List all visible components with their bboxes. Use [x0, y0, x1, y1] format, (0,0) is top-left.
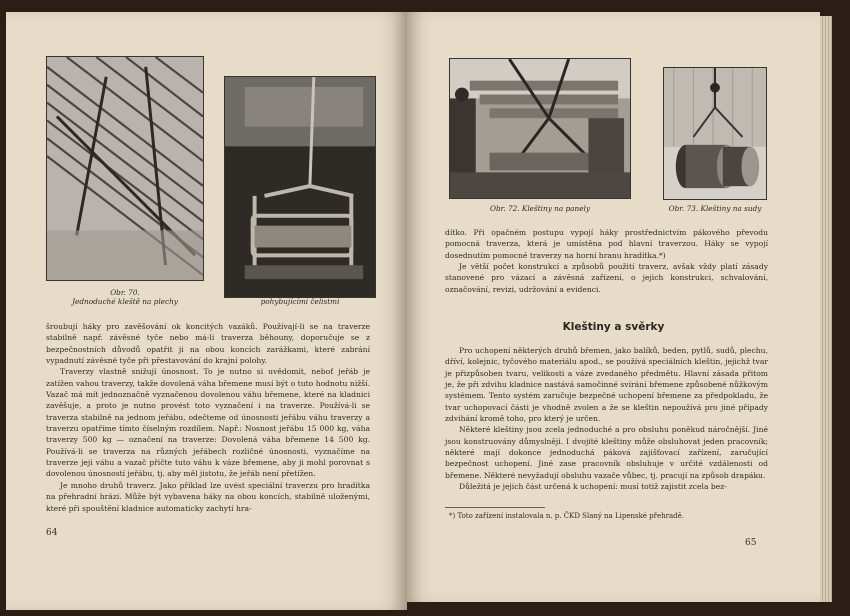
figure-70-photo [46, 56, 204, 281]
figure-71-caption [218, 288, 382, 306]
figure-71-text-2: pohybujícími čelistmi [260, 297, 340, 306]
figure-73-number: Obr. 73. [668, 204, 699, 213]
page-number-left: 64 [46, 528, 58, 538]
figure-70-caption [46, 288, 204, 306]
right-body-text-top [445, 227, 768, 295]
paragraph: Důležitá je jejich část určená k uchopení: musí totiž zajistit zcela bez- [459, 482, 727, 492]
page-edge [820, 16, 832, 602]
figure-72-number: Obr. 72. [489, 204, 520, 213]
paragraph: šroubují háky pro zavěšování ok koncitých vazáků. Používají-li se na traverze stabilně např. závěsné tyče nebo má-li traverza běhouny, doporučuje se z bezpečnostních důvodů opatřit ji na obou koncích zarážkami, které zabrání vypadnutí závěsné tyče při přestavování do krajní polohy. [46, 322, 370, 366]
figure-73-photo [663, 67, 767, 200]
footnote-rule [445, 507, 545, 508]
figure-71-text-1: Kleštiny se svisle se [279, 288, 353, 297]
right-page [407, 12, 820, 602]
figure-72-text: Kleštiny na panely [521, 204, 591, 213]
figure-73-text: Kleštiny na sudy [700, 204, 762, 213]
figure-71-line1 [247, 288, 353, 297]
figure-71-number: Obr. 71. [247, 288, 277, 297]
section-title: Kleštiny a svěrky [562, 321, 665, 333]
figure-70-number: Obr. 70. [110, 288, 140, 297]
paragraph: Některé kleštiny jsou zcela jednoduché a pro obsluhu poněkud náročnější. Jiné jsou konstruovány důmyslněji. I dvojité kleštiny může obsluhovat jeden pracovník; některé mají dokonce jednoduchá páková zajišťovací zařízení, zaručující bezpečnost uchopení. Jiné zase pracovník obsluhuje v určité vzdálenosti od břemene. Některé nevyžadují obsluhu vazače vůbec, tj. pracují na způsob drapáku. [445, 425, 768, 480]
paragraph: Je větší počet konstrukcí a způsobů použití traverz, avšak vždy platí zásady stanovené pro vázací a závěsná zařízení, o jejich konstrukci, schvalování, označování, revizi, udržování a evidenci. [445, 262, 768, 294]
figure-73-caption [655, 204, 775, 213]
paragraph: dítko. Při opačném postupu vypojí háky prostřednictvím pákového převodu pomocná traverza, která je umístěna pod hlavní traverzou. Háky se vypojí dosednutím pomocné traverzy na horní hranu hradítka.*) [445, 228, 768, 260]
figure-71-photo [224, 76, 376, 298]
left-page [6, 12, 407, 610]
figure-72-photo [449, 58, 631, 199]
figure-70-text: Jednoduché kleště na plechy [72, 297, 178, 306]
footnote: *) Toto zařízení instalovala n. p. ČKD Slaný na Lipenské přehradě. [449, 512, 685, 520]
figure-72-caption [449, 204, 631, 213]
paragraph: Pro uchopení některých druhů břemen, jako balíků, beden, pytlů, sudů, plechu, dříví, kolejnic, tyčového materiálu apod., se používá speciálních kleštin, jejichž tvar je přizpůsoben tvaru, velikosti a váze zvedaného předmětu. Hlavní zásada přitom je, že při zdvihu kladnice nastává samočinné svírání břemene způsobené nůžkovým systémem. Tento systém zaručuje bezpečné uchopení břemene za předpokladu, že tvar uchopovací části je vhodně zvolen a že se kleštin nepoužívá pro jiné případy zdvihání kromě toho, pro který je určen. [445, 346, 768, 424]
paragraph: Je mnoho druhů traverz. Jako příklad lze uvést speciální traverzu pro hradítka na přehradní hrázi. Může být vybavena háky na obou koncích, stabilně uloženými, které při spouštění kladnice automaticky zachytí hra- [46, 480, 370, 513]
page-number-right: 65 [745, 538, 757, 548]
left-body-text [46, 321, 370, 514]
paragraph: Traverzy vlastně snižují únosnost. To je nutno si uvědomit, neboť jeřáb je zatížen vahou traverzy, takže dovolená váha břemene musí být o tuto hodnotu nižší. Vazač má mít jednoznačně vyznačenou dovolenou váhu břemene, které na kladnici zavěšuje, a proto je nutno provést toto vyznačení i na traverze. Používá-li se traverza stabilně na jednom jeřábu, odečteme od únosnosti jeřábu váhu traverzy a traverzu opatříme tímto číselným rozdílem. Např.: Nosnost jeřábu 15 000 kg, váha traverzy 500 kg — označení na traverze: Dovolená váha břemene 14 500 kg. Používá-li se traverza na různých jeřábech rozličné únosnosti, vyznačíme na traverze její váhu a vazač přičte tuto váhu k váze břemene, aby ji mohl porovnat s dovolenou únosností jeřábu, tj. aby měl jistotu, že jeřáb není přetížen. [46, 367, 370, 479]
right-body-text-bottom [445, 345, 768, 492]
